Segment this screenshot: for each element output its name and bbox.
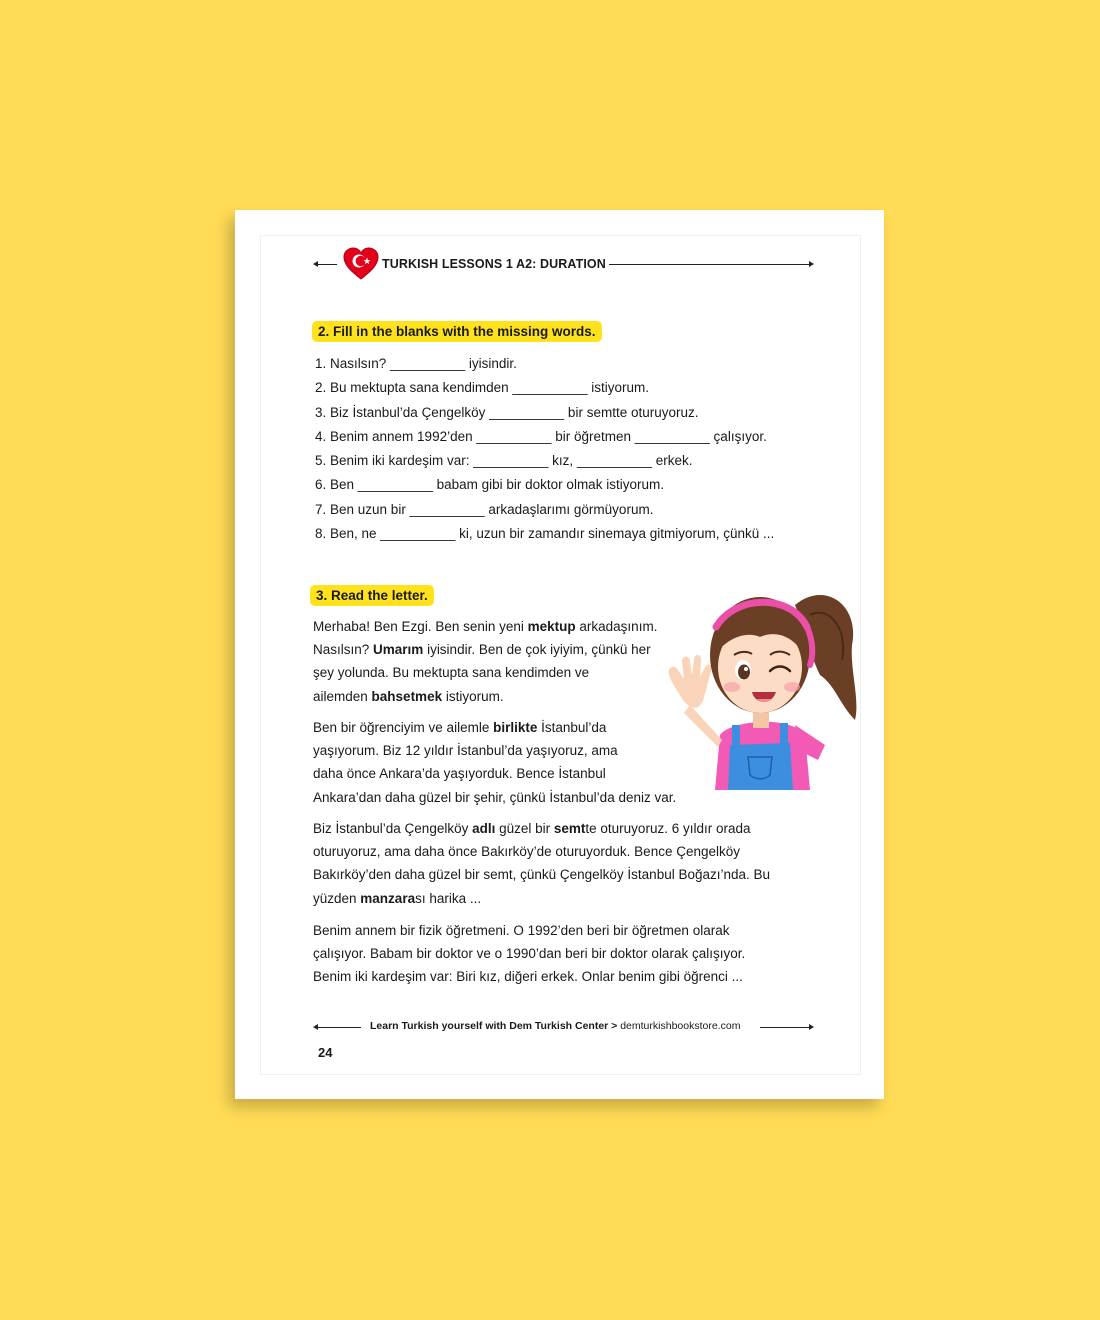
text-span: Ankara’dan daha güzel bir şehir, çünkü İstanbul’da deniz var. [313, 789, 677, 805]
footer-left-rule [317, 1027, 361, 1028]
exercise-2-heading: 2. Fill in the blanks with the missing words. [312, 321, 602, 342]
text-span: istiyorum. [442, 688, 504, 704]
bold-word: manzara [360, 890, 416, 906]
footer-right-arrow [809, 1024, 814, 1030]
exercise-3-heading: 3. Read the letter. [310, 585, 434, 606]
list-item: 2. Bu mektupta sana kendimden __________ istiyorum. [315, 380, 649, 396]
bold-word: Umarım [373, 642, 424, 658]
bold-word: bahsetmek [371, 688, 443, 704]
text-span: güzel bir [495, 821, 554, 836]
text-span: Biz İstanbul’da Çengelköy [313, 821, 473, 836]
text-span: daha önce Ankara’da yaşıyorduk. Bence İstanbul [313, 766, 606, 782]
text-span: Benim annem bir fizik öğretmeni. O 1992’den beri bir öğretmen olarak [313, 923, 730, 938]
header-right-rule [609, 264, 809, 265]
text-span: yüzden [313, 890, 361, 906]
text-span: arkadaşınım. [575, 619, 658, 634]
text-span: şey yolunda. Bu mektupta sana kendimden ve [313, 665, 590, 681]
text-span: te oturuyoruz. 6 yıldır orada [585, 821, 751, 836]
footer-separator: > [608, 1020, 621, 1032]
bold-word: birlikte [493, 720, 538, 735]
text-span: ailemden [313, 688, 372, 704]
letter-paragraph-2 [313, 716, 733, 809]
worksheet-page [235, 210, 884, 1099]
text-span: yaşıyorum. Biz 12 yıldır İstanbul’da yaşıyoruz, ama [313, 743, 618, 759]
text-span: sı harika ... [415, 890, 482, 906]
text-span: Merhaba! Ben Ezgi. Ben senin yeni [313, 619, 528, 634]
letter-paragraph-3 [313, 817, 833, 910]
exercise-2-list [315, 352, 835, 546]
list-item: 7. Ben uzun bir __________ arkadaşlarımı görmüyorum. [315, 501, 654, 517]
footer-tagline: Learn Turkish yourself with Dem Turkish Center [370, 1020, 609, 1032]
header-left-rule [317, 264, 337, 265]
text-span: İstanbul’da [537, 720, 607, 735]
letter-paragraph-1 [313, 615, 703, 708]
list-item: 1. Nasılsın? __________ iyisindir. [315, 356, 517, 371]
text-span: Ben bir öğrenciyim ve ailemle [313, 720, 494, 735]
footer-url[interactable]: demturkishbookstore.com [620, 1020, 741, 1032]
footer-text [370, 1020, 740, 1032]
letter-paragraph-4 [313, 919, 833, 989]
bold-word: semt [553, 821, 586, 836]
text-span: oturuyoruz, ama daha önce Bakırköy’de oturuyorduk. Bence Çengelköy [313, 844, 740, 860]
list-item: 8. Ben, ne __________ ki, uzun bir zamandır sinemaya gitmiyorum, çünkü ... [315, 526, 775, 542]
footer-right-rule [760, 1027, 809, 1028]
list-item: 5. Benim iki kardeşim var: __________ kız, __________ erkek. [315, 453, 693, 469]
list-item: 4. Benim annem 1992’den __________ bir öğretmen __________ çalışıyor. [315, 428, 767, 444]
text-span: Nasılsın? [313, 642, 374, 658]
text-span: iyisindir. Ben de çok iyiyim, çünkü her [423, 642, 651, 658]
header-right-arrow [809, 261, 814, 267]
turkish-flag-heart-icon [343, 247, 379, 281]
list-item: 3. Biz İstanbul’da Çengelköy __________ bir semtte oturuyoruz. [315, 404, 699, 420]
text-span: Bakırköy’den daha güzel bir semt, çünkü Çengelköy İstanbul Boğazı’nda. Bu [313, 867, 771, 883]
text-span: Benim iki kardeşim var: Biri kız, diğeri erkek. Onlar benim gibi öğrenci ... [313, 969, 743, 985]
page-number: 24 [318, 1045, 333, 1060]
list-item: 6. Ben __________ babam gibi bir doktor olmak istiyorum. [315, 477, 664, 493]
bold-word: mektup [527, 619, 576, 634]
bold-word: adlı [472, 821, 496, 836]
page-title: TURKISH LESSONS 1 A2: DURATION [382, 257, 606, 271]
text-span: çalışıyor. Babam bir doktor ve o 1990’dan beri bir doktor olarak çalışıyor. [313, 946, 746, 962]
